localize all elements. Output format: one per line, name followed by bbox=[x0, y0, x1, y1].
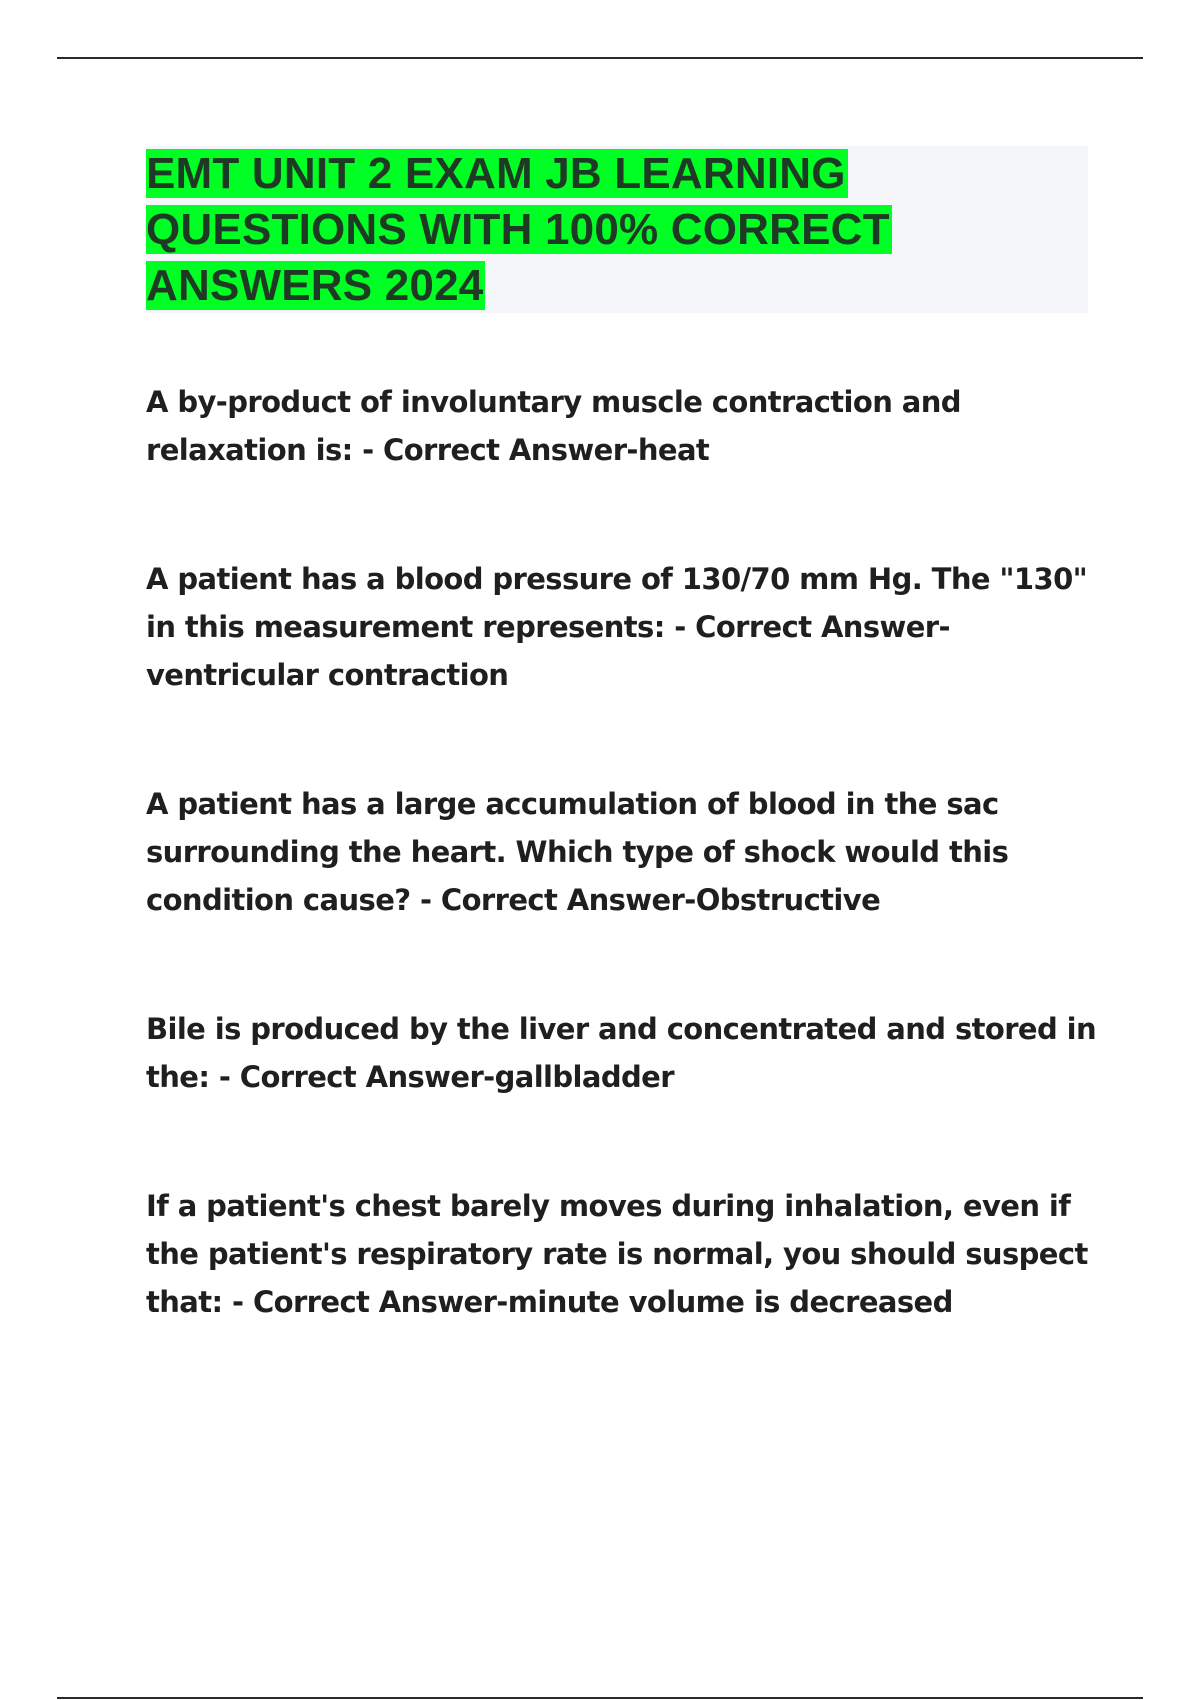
question-item: A patient has a large accumulation of blood in the sac surrounding the heart. Which type of shock would this condition cause? - Correct Answer-Obstructive bbox=[146, 787, 1009, 917]
title-block bbox=[146, 146, 1088, 313]
question-list bbox=[146, 378, 1096, 1326]
header-rule bbox=[57, 57, 1143, 59]
title-highlight: EMT UNIT 2 EXAM JB LEARNING QUESTIONS WITH 100% CORRECT ANSWERS 2024 bbox=[146, 149, 890, 310]
question-item: A by-product of involuntary muscle contraction and relaxation is: - Correct Answer-heat bbox=[146, 385, 961, 467]
question-item: A patient has a blood pressure of 130/70 mm Hg. The "130" in this measurement represents: - Correct Answer-ventricular contraction bbox=[146, 562, 1088, 692]
document-title bbox=[146, 146, 1088, 314]
footer-rule bbox=[57, 1697, 1143, 1699]
question-item: Bile is produced by the liver and concentrated and stored in the: - Correct Answer-gallbladder bbox=[146, 1012, 1097, 1094]
question-item: If a patient's chest barely moves during inhalation, even if the patient's respiratory rate is normal, you should suspect that: - Correct Answer-minute volume is decreased bbox=[146, 1189, 1088, 1319]
